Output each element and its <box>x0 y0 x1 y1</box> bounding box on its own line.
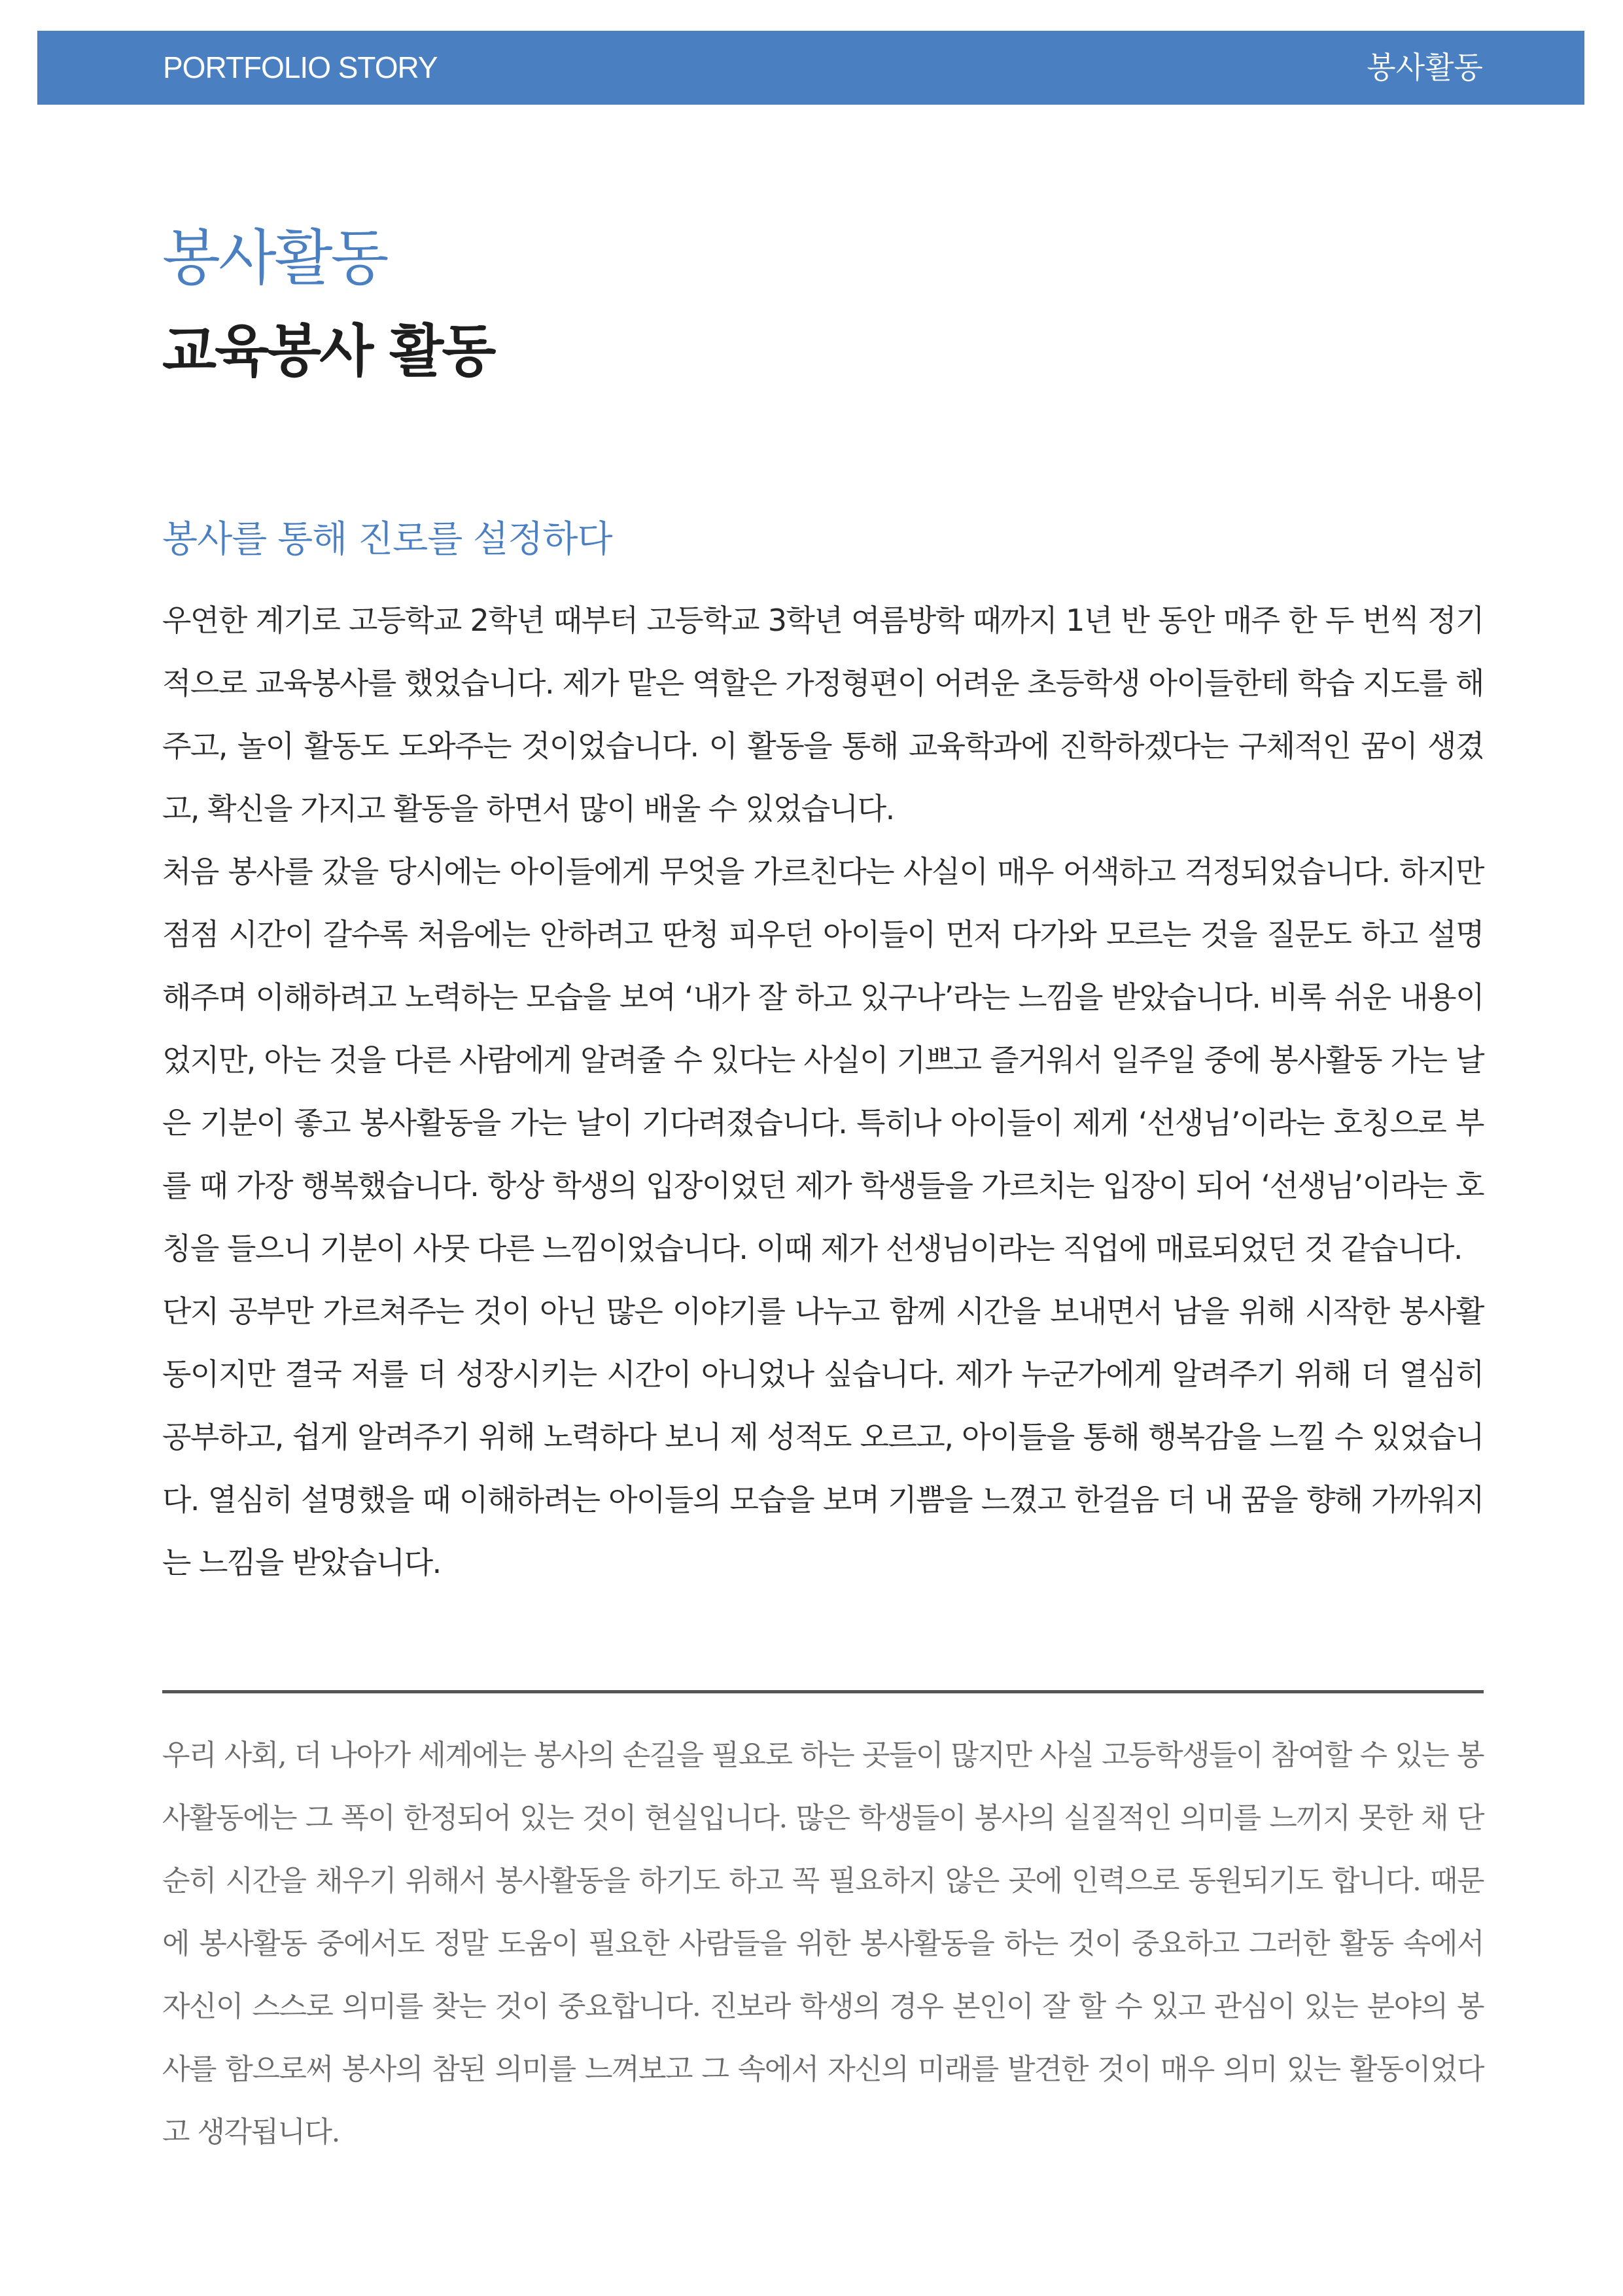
body-paragraph-1: 우연한 계기로 고등학교 2학년 때부터 고등학교 3학년 여름방학 때까지 1년 반 동안 매주 한 두 번씩 정기적으로 교육봉사를 했었습니다. 제가 맡은 역할은 가정형편이 어려운 초등학생 아이들한테 학습 지도를 해주고, 놀이 활동도 도와주는 것이었습니다. 이 활동을 통해 교육학과에 진학하겠다는 구체적인 꿈이 생겼고, 확신을 가지고 활동을 하면서 많이 배울 수 있었습니다. <box>162 603 1484 826</box>
header-section-label: 봉사활동 <box>1367 50 1483 85</box>
page-category: 봉사활동 <box>162 223 387 293</box>
page-title: 교육봉사 활동 <box>162 319 495 384</box>
section-subheading: 봉사를 통해 진로를 설정하다 <box>162 518 612 561</box>
body-paragraph-2: 처음 봉사를 갔을 당시에는 아이들에게 무엇을 가르친다는 사실이 매우 어색하고 걱정되었습니다. 하지만 점점 시간이 갈수록 처음에는 안하려고 딴청 피우던 아이들이 먼저 다가와 모르는 것을 질문도 하고 설명해주며 이해하려고 노력하는 모습을 보여 ‘내가 잘 하고 있구나’라는 느낌을 받았습니다. 비록 쉬운 내용이었지만, 아는 것을 다른 사람에게 알려줄 수 있다는 사실이 기쁘고 즐거워서 일주일 중에 봉사활동 가는 날은 기분이 좋고 봉사활동을 가는 날이 기다려졌습니다. 특히나 아이들이 제게 ‘선생님’이라는 호칭으로 부를 때 가장 행복했습니다. 항상 학생의 입장이었던 제가 학생들을 가르치는 입장이 되어 ‘선생님’이라는 호칭을 들으니 기분이 사뭇 다른 느낌이었습니다. 이때 제가 선생님이라는 직업에 매료되었던 것 같습니다. <box>162 854 1484 1266</box>
header-bar <box>37 31 1584 105</box>
body-text <box>162 589 1484 1594</box>
evaluation-paragraph: 우리 사회, 더 나아가 세계에는 봉사의 손길을 필요로 하는 곳들이 많지만 사실 고등학생들이 참여할 수 있는 봉사활동에는 그 폭이 한정되어 있는 것이 현실입니다. 많은 학생들이 봉사의 실질적인 의미를 느끼지 못한 채 단순히 시간을 채우기 위해서 봉사활동을 하기도 하고 꼭 필요하지 않은 곳에 인력으로 동원되기도 합니다. 때문에 봉사활동 중에서도 정말 도움이 필요한 사람들을 위한 봉사활동을 하는 것이 중요하고 그러한 활동 속에서 자신이 스스로 의미를 찾는 것이 중요합니다. 진보라 학생의 경우 본인이 잘 할 수 있고 관심이 있는 분야의 봉사를 함으로써 봉사의 참된 의미를 느껴보고 그 속에서 자신의 미래를 발견한 것이 매우 의미 있는 활동이었다고 생각됩니다. <box>162 1739 1484 2149</box>
body-paragraph-3: 단지 공부만 가르쳐주는 것이 아닌 많은 이야기를 나누고 함께 시간을 보내면서 남을 위해 시작한 봉사활동이지만 결국 저를 더 성장시키는 시간이 아니었나 싶습니다. 제가 누군가에게 알려주기 위해 더 열심히 공부하고, 쉽게 알려주기 위해 노력하다 보니 제 성적도 오르고, 아이들을 통해 행복감을 느낄 수 있었습니다. 열심히 설명했을 때 이해하려는 아이들의 모습을 보며 기쁨을 느꼈고 한걸음 더 내 꿈을 향해 가까워지는 느낌을 받았습니다. <box>162 1294 1484 1580</box>
header-brand-label: PORTFOLIO STORY <box>163 50 438 84</box>
section-divider <box>162 1690 1484 1693</box>
